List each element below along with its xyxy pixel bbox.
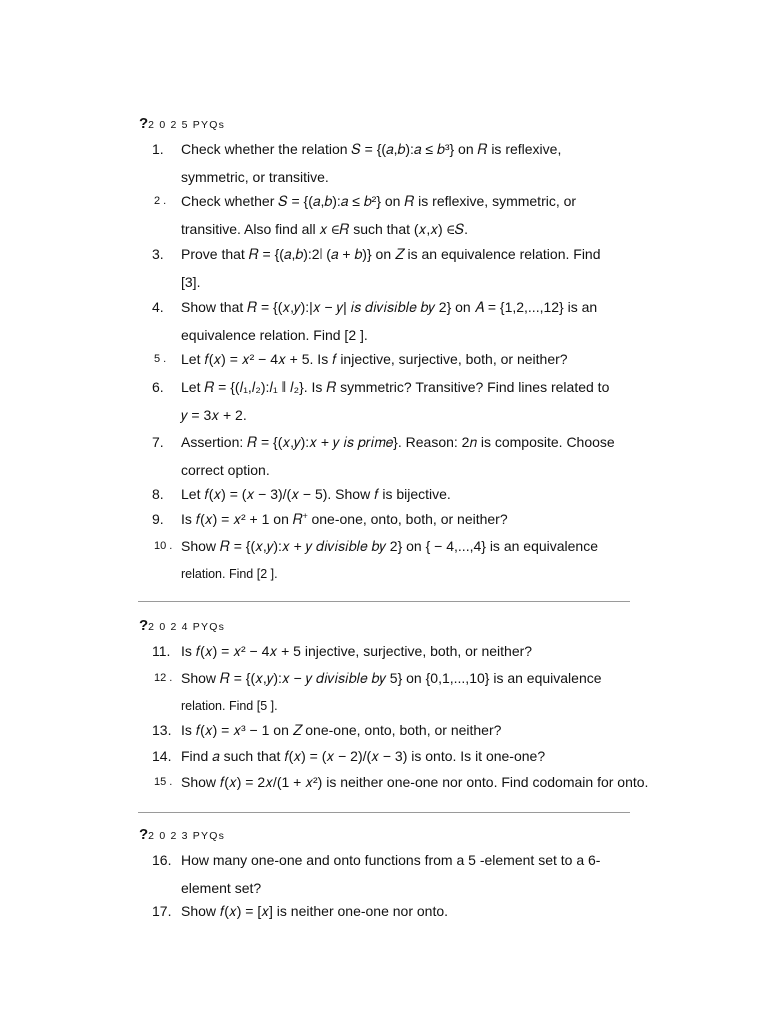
- item-number: 10 .: [154, 540, 173, 552]
- item-number: 5 .: [154, 353, 167, 365]
- item-number: 11.: [152, 643, 171, 659]
- item-text-line2: transitive. Also find all 𝑥 ∈𝑅 such that (𝑥,𝑥) ∈𝑆.: [181, 221, 468, 237]
- item-text-line1: How many one-one and onto functions from a 5 -element set to a 6-: [181, 852, 601, 868]
- item-text-line1: Check whether 𝑆 = {(𝑎,𝑏):𝑎 ≤ 𝑏²} on 𝑅 is reflexive, symmetric, or: [181, 193, 577, 209]
- item-text-line1: Is 𝑓(𝑥) = 𝑥³ − 1 on 𝑍 one-one, onto, both, or neither?: [181, 722, 502, 738]
- item-text-line2: [3].: [181, 274, 201, 290]
- item-text-line1: Show 𝑅 = {(𝑥,𝑦):𝑥 − 𝑦 𝑑𝑖𝑣𝑖𝑠𝑖𝑏𝑙𝑒 𝑏𝑦 5} on {0,1,...,10} is an equivalence: [181, 670, 602, 686]
- section-divider: [138, 812, 630, 813]
- item-number: 4.: [152, 299, 164, 315]
- item-number: 8.: [152, 486, 164, 502]
- item-text-line2: correct option.: [181, 462, 270, 478]
- section-title: 2 0 2 3 PYQs: [148, 830, 226, 842]
- item-number: 3.: [152, 246, 164, 262]
- item-number: 13.: [152, 722, 172, 738]
- section-heading-2024: [139, 617, 225, 634]
- item-number: 12 .: [154, 672, 173, 684]
- item-text-line1: Show that 𝑅 = {(𝑥,𝑦):|𝑥 − 𝑦| 𝑖𝑠 𝑑𝑖𝑣𝑖𝑠𝑖𝑏𝑙𝑒 𝑏𝑦 2} on 𝐴 = {1,2,...,12} is an: [181, 299, 598, 315]
- section-heading-2025: [139, 115, 225, 132]
- item-text-line1: Let 𝑓(𝑥) = 𝑥² − 4𝑥 + 5. Is 𝑓 injective, surjective, both, or neither?: [181, 351, 568, 367]
- item-number: 7.: [152, 434, 164, 450]
- section-title: 2 0 2 5 PYQs: [148, 119, 226, 131]
- item-text-line1: Show 𝑓(𝑥) = 2𝑥/(1 + 𝑥²) is neither one-one nor onto. Find codomain for onto.: [181, 774, 649, 790]
- item-text-line1: Is 𝑓(𝑥) = 𝑥² − 4𝑥 + 5 injective, surjective, both, or neither?: [181, 643, 533, 659]
- item-number: 9.: [152, 511, 164, 527]
- item-text-line2: equivalence relation. Find [2 ].: [181, 327, 368, 343]
- item-text-line2: symmetric, or transitive.: [181, 169, 329, 185]
- section-heading-2023: [139, 826, 225, 843]
- item-number: 17.: [152, 903, 172, 919]
- section-divider: [138, 601, 630, 602]
- question-mark-icon: ?: [139, 115, 149, 132]
- item-text-line1: Prove that 𝑅 = {(𝑎,𝑏):2∣ (𝑎 + 𝑏)} on 𝑍 is an equivalence relation. Find: [181, 246, 601, 262]
- item-number: 15 .: [154, 776, 173, 788]
- item-number: 2 .: [154, 195, 167, 207]
- item-number: 6.: [152, 379, 164, 395]
- question-mark-icon: ?: [139, 617, 149, 634]
- item-text-line1: Show 𝑓(𝑥) = [𝑥] is neither one-one nor onto.: [181, 903, 449, 919]
- item-text-line1: Is 𝑓(𝑥) = 𝑥² + 1 on 𝑅⁺ one-one, onto, both, or neither?: [181, 511, 508, 527]
- item-text-line1: Let 𝑓(𝑥) = (𝑥 − 3)/(𝑥 − 5). Show 𝑓 is bijective.: [181, 486, 451, 502]
- section-title: 2 0 2 4 PYQs: [148, 621, 226, 633]
- item-text-line2: relation. Find [5 ].: [181, 699, 278, 713]
- item-text-line2: 𝑦 = 3𝑥 + 2.: [181, 407, 247, 423]
- item-number: 14.: [152, 748, 172, 764]
- item-text-line1: Check whether the relation 𝑆 = {(𝑎,𝑏):𝑎 ≤ 𝑏³} on 𝑅 is reflexive,: [181, 141, 562, 157]
- item-text-line2: relation. Find [2 ].: [181, 567, 278, 581]
- question-mark-icon: ?: [139, 826, 149, 843]
- item-text-line1: Assertion: 𝑅 = {(𝑥,𝑦):𝑥 + 𝑦 𝑖𝑠 𝑝𝑟𝑖𝑚𝑒}. Reason: 2𝑛 is composite. Choose: [181, 434, 615, 450]
- item-text-line1: Find 𝑎 such that 𝑓(𝑥) = (𝑥 − 2)/(𝑥 − 3) is onto. Is it one-one?: [181, 748, 546, 764]
- item-text-line2: element set?: [181, 880, 262, 896]
- item-number: 1.: [152, 141, 164, 157]
- item-text-line1: Let 𝑅 = {(𝑙₁,𝑙₂):𝑙₁ ∥ 𝑙₂}. Is 𝑅 symmetric? Transitive? Find lines related to: [181, 379, 610, 395]
- item-text-line1: Show 𝑅 = {(𝑥,𝑦):𝑥 + 𝑦 𝑑𝑖𝑣𝑖𝑠𝑖𝑏𝑙𝑒 𝑏𝑦 2} on { − 4,...,4} is an equivalence: [181, 538, 599, 554]
- item-number: 16.: [152, 852, 172, 868]
